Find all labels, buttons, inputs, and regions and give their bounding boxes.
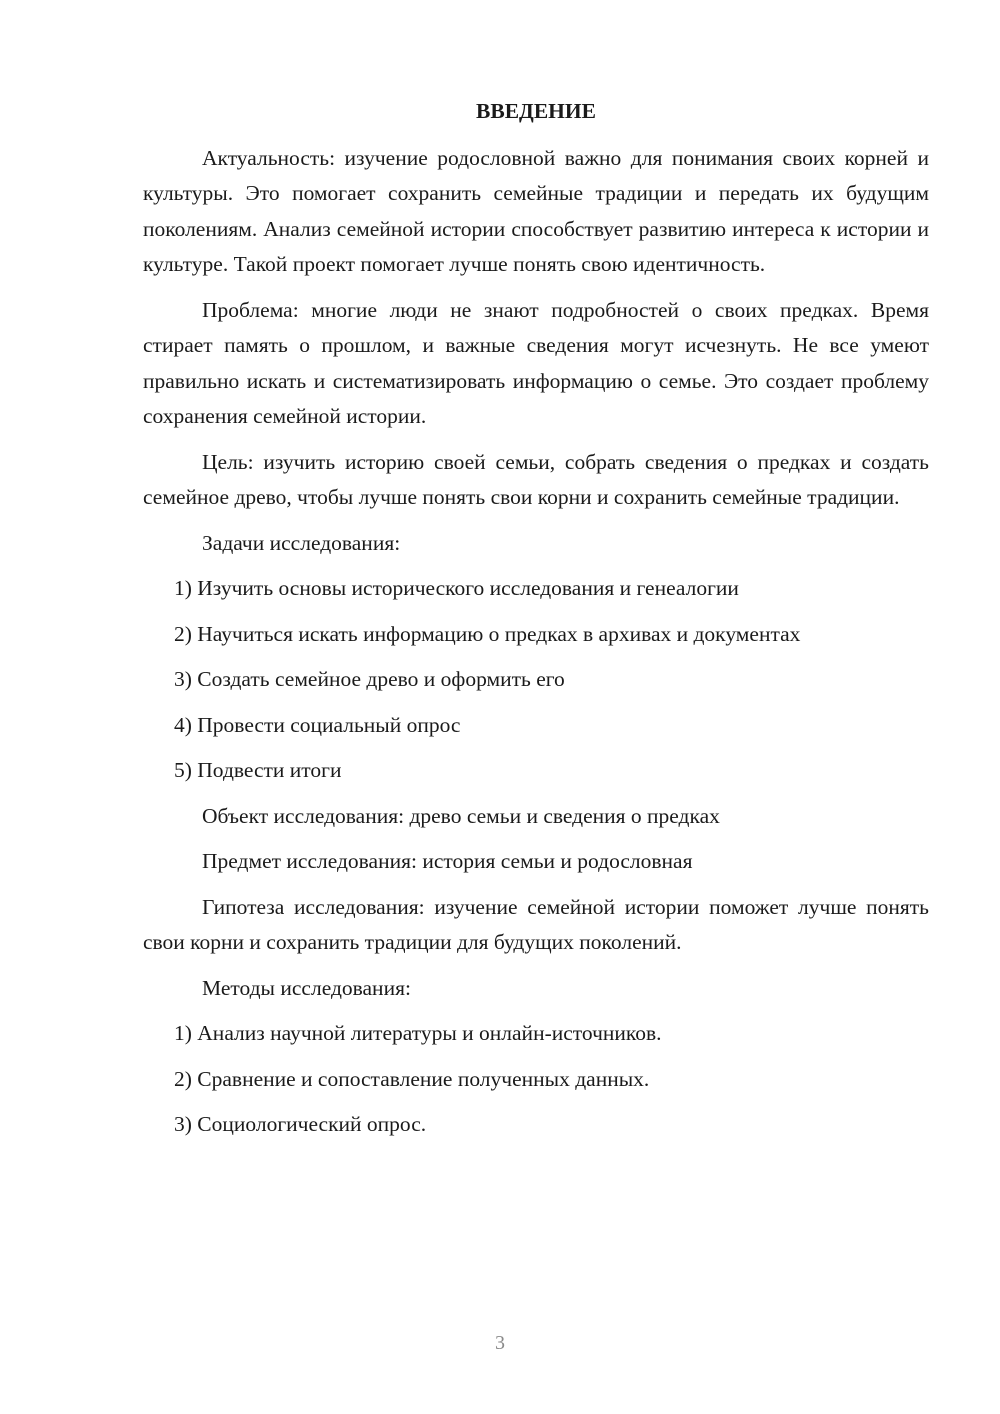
tasks-heading: Задачи исследования: xyxy=(202,530,401,555)
hypothesis-paragraph: Гипотеза исследования: изучение семейной истории поможет лучше понять свои корни и сохранить традиции для будущих поколений. xyxy=(143,894,929,954)
subject-paragraph: Предмет исследования: история семьи и родословная xyxy=(202,849,693,873)
page-number: 3 xyxy=(495,1332,505,1354)
relevance-paragraph: Актуальность: изучение родословной важно для понимания своих корней и культуры. Это помогает сохранить семейные традиции и передать их будущим поколениям. Анализ семейной истории способствует развитию интереса к истории и культуре. Такой проект помогает лучше понять свою идентичность. xyxy=(143,145,929,276)
method-item: 3) Социологический опрос. xyxy=(174,1112,427,1136)
task-item: 1) Изучить основы исторического исследования и генеалогии xyxy=(174,576,739,600)
goal-paragraph: Цель: изучить историю своей семьи, собрать сведения о предках и создать семейное древо, чтобы лучше понять свои корни и сохранить семейные традиции. xyxy=(143,449,929,509)
task-item: 4) Провести социальный опрос xyxy=(174,712,461,737)
method-item: 1) Анализ научной литературы и онлайн-источников. xyxy=(174,1021,662,1045)
task-item: 2) Научиться искать информацию о предках в архивах и документах xyxy=(174,621,801,646)
methods-heading: Методы исследования: xyxy=(202,975,411,1000)
problem-paragraph: Проблема: многие люди не знают подробностей о своих предках. Время стирает память о прошлом, и важные сведения могут исчезнуть. Не все умеют правильно искать и систематизировать информацию о семье. Это создает проблему сохранения семейной истории. xyxy=(143,297,929,428)
task-item: 5) Подвести итоги xyxy=(174,758,342,782)
tasks-list xyxy=(143,571,929,789)
page-content xyxy=(143,94,929,1153)
method-item: 2) Сравнение и сопоставление полученных данных. xyxy=(174,1066,650,1091)
page-title: ВВЕДЕНИЕ xyxy=(476,99,596,123)
task-item: 3) Создать семейное древо и оформить его xyxy=(174,667,565,691)
methods-list xyxy=(143,1016,929,1143)
object-paragraph: Объект исследования: древо семьи и сведения о предках xyxy=(202,803,720,828)
